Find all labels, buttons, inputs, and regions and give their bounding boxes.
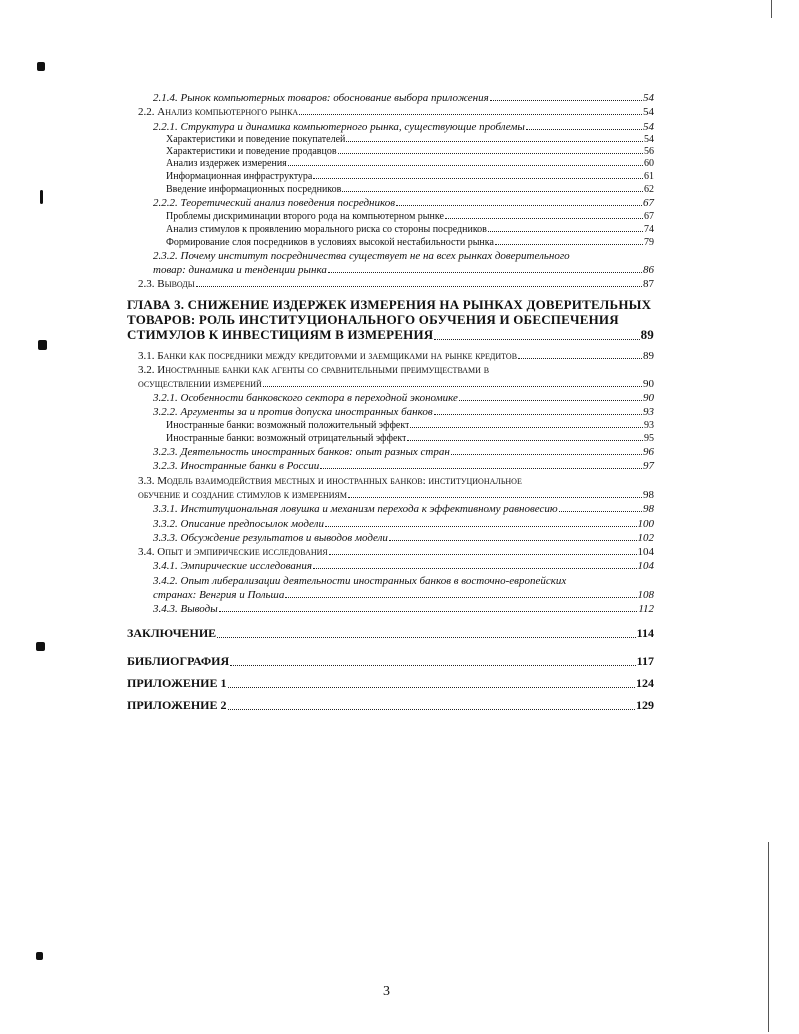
scan-speck — [36, 642, 45, 651]
toc-section: БИБЛИОГРАФИЯ 117 — [127, 654, 654, 668]
scan-speck — [37, 62, 45, 71]
toc-entry: Анализ издержек измерения 60 — [166, 158, 654, 169]
toc-entry: 3.2.3. Иностранные банки в России 97 — [153, 460, 654, 472]
toc-entry: товар: динамика и тенденции рынка 86 — [153, 264, 654, 276]
toc-entry: Характеристики и поведение продавцов 56 — [166, 146, 654, 157]
toc-entry: 2.3. Выводы 87 — [138, 278, 654, 290]
toc-entry-continued: 3.2. Иностранные банки как агенты со сравнительными преимуществами в — [138, 364, 490, 376]
toc-entry-continued: 2.3.2. Почему институт посредничества существует не на всех рынках доверительного — [153, 250, 570, 262]
toc-entry: 2.2.1. Структура и динамика компьютерного рынка, существующие проблемы 54 — [153, 121, 654, 133]
scan-speck — [38, 340, 47, 350]
chapter-heading: ГЛАВА 3. СНИЖЕНИЕ ИЗДЕРЖЕК ИЗМЕРЕНИЯ НА РЫНКАХ ДОВЕРИТЕЛЬНЫХ — [127, 297, 652, 312]
toc-entry-continued: 3.3. Модель взаимодействия местных и иностранных банков: институциональное — [138, 475, 522, 487]
toc-entry: 3.2.3. Деятельность иностранных банков: опыт разных стран 96 — [153, 446, 654, 458]
toc-section: ПРИЛОЖЕНИЕ 1 124 — [127, 676, 654, 690]
page-number: 3 — [383, 984, 390, 999]
toc-entry: 2.1.4. Рынок компьютерных товаров: обоснование выбора приложения 54 — [153, 92, 654, 104]
toc-entry: 3.3.2. Описание предпосылок модели 100 — [153, 518, 654, 530]
toc-entry: Формирование слоя посредников в условиях высокой нестабильности рынка 79 — [166, 237, 654, 248]
chapter-heading: ТОВАРОВ: РОЛЬ ИНСТИТУЦИОНАЛЬНОГО ОБУЧЕНИЯ И ОБЕСПЕЧЕНИЯ — [127, 312, 619, 327]
toc-entry: 3.4.3. Выводы 112 — [153, 603, 654, 615]
toc-entry-continued: 3.4.2. Опыт либерализации деятельности иностранных банков в восточно-европейских — [153, 575, 567, 587]
toc-entry: 3.4. Опыт и эмпирические исследования 104 — [138, 546, 654, 558]
toc-entry: 3.2.2. Аргументы за и против допуска иностранных банков 93 — [153, 406, 654, 418]
toc-section: ПРИЛОЖЕНИЕ 2 129 — [127, 698, 654, 712]
toc-entry: 3.4.1. Эмпирические исследования 104 — [153, 560, 654, 572]
chapter-heading: СТИМУЛОВ К ИНВЕСТИЦИЯМ В ИЗМЕРЕНИЯ 89 — [127, 327, 654, 342]
toc-entry: Введение информационных посредников 62 — [166, 184, 654, 195]
toc-entry: осуществлении измерений 90 — [138, 378, 654, 390]
scan-speck — [40, 190, 43, 204]
toc-entry: Характеристики и поведение покупателей 54 — [166, 134, 654, 145]
toc-entry: 3.3.3. Обсуждение результатов и выводов модели 102 — [153, 532, 654, 544]
toc-entry: 3.3.1. Институциональная ловушка и механизм перехода к эффективному равновесию 98 — [153, 503, 654, 515]
toc-entry: Иностранные банки: возможный положительный эффект 93 — [166, 420, 654, 431]
toc-entry: 3.2.1. Особенности банковского сектора в переходной экономике 90 — [153, 392, 654, 404]
toc-entry: Информационная инфраструктура 61 — [166, 171, 654, 182]
toc-entry: странах: Венгрия и Польша 108 — [153, 589, 654, 601]
toc-entry: Иностранные банки: возможный отрицательный эффект 95 — [166, 433, 654, 444]
toc-entry: Проблемы дискриминации второго рода на компьютерном рынке 67 — [166, 211, 654, 222]
toc-entry: 2.2. Анализ компьютерного рынка 54 — [138, 106, 654, 118]
toc-entry: обучение и создание стимулов к измерениям 98 — [138, 489, 654, 501]
scan-edge — [771, 0, 772, 18]
scan-edge — [768, 842, 769, 1032]
toc-entry: Анализ стимулов к проявлению морального риска со стороны посредников 74 — [166, 224, 654, 235]
toc-section: ЗАКЛЮЧЕНИЕ 114 — [127, 626, 654, 640]
toc-entry: 2.2.2. Теоретический анализ поведения посредников 67 — [153, 197, 654, 209]
toc-entry: 3.1. Банки как посредники между кредиторами и заемщиками на рынке кредитов 89 — [138, 350, 654, 362]
scan-speck — [36, 952, 43, 960]
